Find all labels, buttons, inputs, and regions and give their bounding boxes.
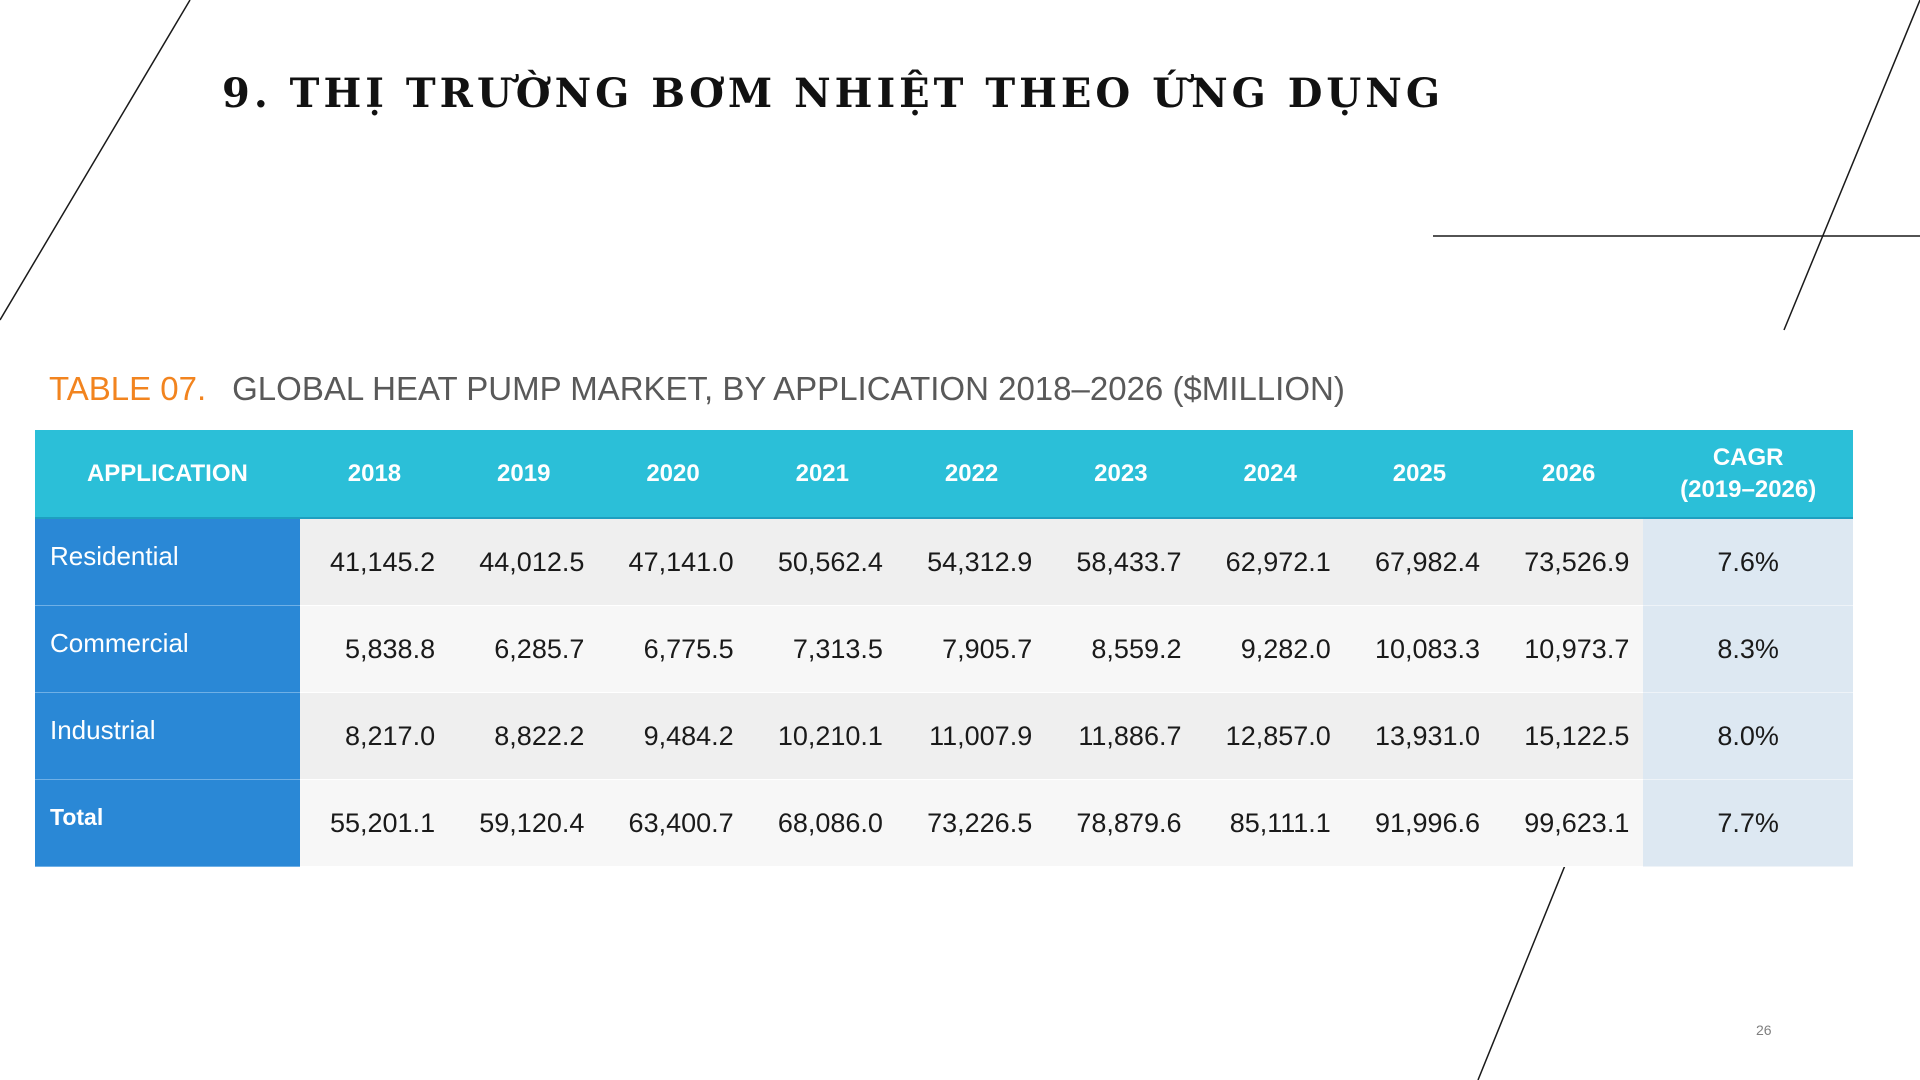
column-header-2018: 2018: [300, 430, 449, 518]
table-cell: 10,083.3: [1345, 606, 1494, 693]
page-number: 26: [1756, 1022, 1772, 1038]
table-cell: 5,838.8: [300, 606, 449, 693]
table-cell: 78,879.6: [1046, 780, 1195, 867]
column-header-2022: 2022: [897, 430, 1046, 518]
table-cell: 73,526.9: [1494, 518, 1643, 606]
table-row-commercial: [35, 606, 1853, 693]
column-header-2025: 2025: [1345, 430, 1494, 518]
table-cell: 11,007.9: [897, 693, 1046, 780]
heat-pump-market-table: [35, 430, 1853, 867]
cagr-cell: 8.0%: [1643, 693, 1853, 780]
table-cell: 10,973.7: [1494, 606, 1643, 693]
table-cell: 9,484.2: [598, 693, 747, 780]
table-cell: 9,282.0: [1196, 606, 1345, 693]
cagr-cell: 7.6%: [1643, 518, 1853, 606]
row-label: Total: [35, 780, 300, 867]
table-cell: 8,217.0: [300, 693, 449, 780]
table-header-row: [35, 430, 1853, 518]
table-cell: 63,400.7: [598, 780, 747, 867]
table-cell: 10,210.1: [748, 693, 897, 780]
table-cell: 55,201.1: [300, 780, 449, 867]
table-cell: 44,012.5: [449, 518, 598, 606]
table-cell: 68,086.0: [748, 780, 897, 867]
table-cell: 67,982.4: [1345, 518, 1494, 606]
table-cell: 47,141.0: [598, 518, 747, 606]
column-header-2026: 2026: [1494, 430, 1643, 518]
row-label: Residential: [35, 518, 300, 606]
table-cell: 91,996.6: [1345, 780, 1494, 867]
table-cell: 85,111.1: [1196, 780, 1345, 867]
table-cell: 8,559.2: [1046, 606, 1195, 693]
table-row-industrial: [35, 693, 1853, 780]
table-cell: 13,931.0: [1345, 693, 1494, 780]
table-cell: 15,122.5: [1494, 693, 1643, 780]
table-cell: 73,226.5: [897, 780, 1046, 867]
table-caption-label: TABLE 07.: [49, 370, 207, 407]
table-cell: 6,285.7: [449, 606, 598, 693]
table-caption: [49, 370, 1345, 408]
slide-title: 9. THỊ TRƯỜNG BƠM NHIỆT THEO ỨNG DỤNG: [222, 70, 1445, 117]
table-cell: 62,972.1: [1196, 518, 1345, 606]
table-cell: 8,822.2: [449, 693, 598, 780]
column-header-application: APPLICATION: [35, 430, 300, 518]
cagr-cell: 7.7%: [1643, 780, 1853, 867]
table-cell: 6,775.5: [598, 606, 747, 693]
column-header-2024: 2024: [1196, 430, 1345, 518]
row-label: Industrial: [35, 693, 300, 780]
table-cell: 7,313.5: [748, 606, 897, 693]
table-caption-text: GLOBAL HEAT PUMP MARKET, BY APPLICATION 2018–2026 ($MILLION): [232, 370, 1345, 407]
column-header-2020: 2020: [598, 430, 747, 518]
table-cell: 12,857.0: [1196, 693, 1345, 780]
cagr-cell: 8.3%: [1643, 606, 1853, 693]
row-label: Commercial: [35, 606, 300, 693]
column-header-cagr: CAGR (2019–2026): [1643, 430, 1853, 518]
table-row-residential: [35, 518, 1853, 606]
table-cell: 54,312.9: [897, 518, 1046, 606]
column-header-2023: 2023: [1046, 430, 1195, 518]
table-cell: 41,145.2: [300, 518, 449, 606]
table-cell: 7,905.7: [897, 606, 1046, 693]
table-cell: 99,623.1: [1494, 780, 1643, 867]
table-cell: 58,433.7: [1046, 518, 1195, 606]
table-cell: 59,120.4: [449, 780, 598, 867]
table-cell: 11,886.7: [1046, 693, 1195, 780]
table-row-total: [35, 780, 1853, 867]
column-header-2019: 2019: [449, 430, 598, 518]
column-header-2021: 2021: [748, 430, 897, 518]
table-cell: 50,562.4: [748, 518, 897, 606]
